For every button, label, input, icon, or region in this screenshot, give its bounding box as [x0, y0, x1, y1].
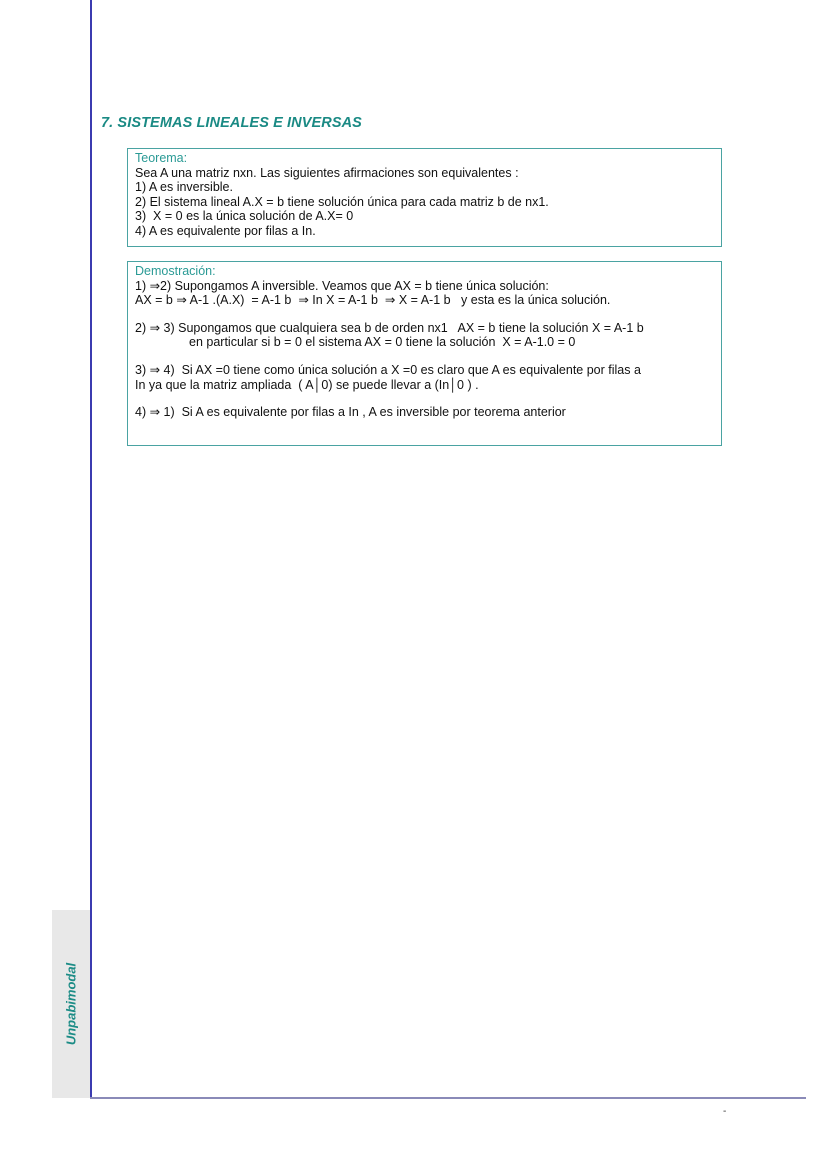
theorem-line: 2) El sistema lineal A.X = b tiene solución única para cada matriz b de nx1.: [135, 194, 549, 209]
demonstration-box: [127, 261, 722, 446]
theorem-box: [127, 148, 722, 247]
proof-line: 1) ⇒2) Supongamos A inversible. Veamos que AX = b tiene única solución:: [135, 278, 549, 293]
sidebar-label: Unpabimodal: [63, 962, 79, 1046]
section-title: 7. SISTEMAS LINEALES E INVERSAS: [101, 115, 362, 131]
proof-line: 3) ⇒ 4) Si AX =0 tiene como única solución a X =0 es claro que A es equivalente por filas a: [135, 362, 641, 377]
proof-line: AX = b ⇒ A-1 .(A.X) = A-1 b ⇒ In X = A-1 b ⇒ X = A-1 b y esta es la única solución.: [135, 293, 611, 308]
paragraph-gap: [135, 308, 721, 321]
page-mark: -: [723, 1106, 727, 1117]
bottom-margin-line: [90, 1097, 806, 1099]
proof-line: In ya que la matriz ampliada ( A│0) se puede llevar a (In│0 ) .: [135, 377, 479, 392]
paragraph-gap: [135, 392, 721, 405]
paragraph-gap: [135, 350, 721, 363]
theorem-line: 3) X = 0 es la única solución de A.X= 0: [135, 209, 354, 224]
left-margin-line: [90, 0, 92, 1099]
theorem-line: 4) A es equivalente por filas a In.: [135, 223, 316, 238]
proof-line: 4) ⇒ 1) Si A es equivalente por filas a In , A es inversible por teorema anterior: [135, 405, 566, 420]
proof-line: 2) ⇒ 3) Supongamos que cualquiera sea b de orden nx1 AX = b tiene la solución X = A-1 b: [135, 320, 644, 335]
theorem-heading: Teorema:: [135, 151, 188, 165]
theorem-line: Sea A una matriz nxn. Las siguientes afirmaciones son equivalentes :: [135, 165, 519, 180]
demonstration-heading: Demostración:: [135, 264, 216, 278]
theorem-line: 1) A es inversible.: [135, 180, 233, 195]
proof-line: en particular si b = 0 el sistema AX = 0 tiene la solución X = A-1.0 = 0: [189, 335, 576, 350]
